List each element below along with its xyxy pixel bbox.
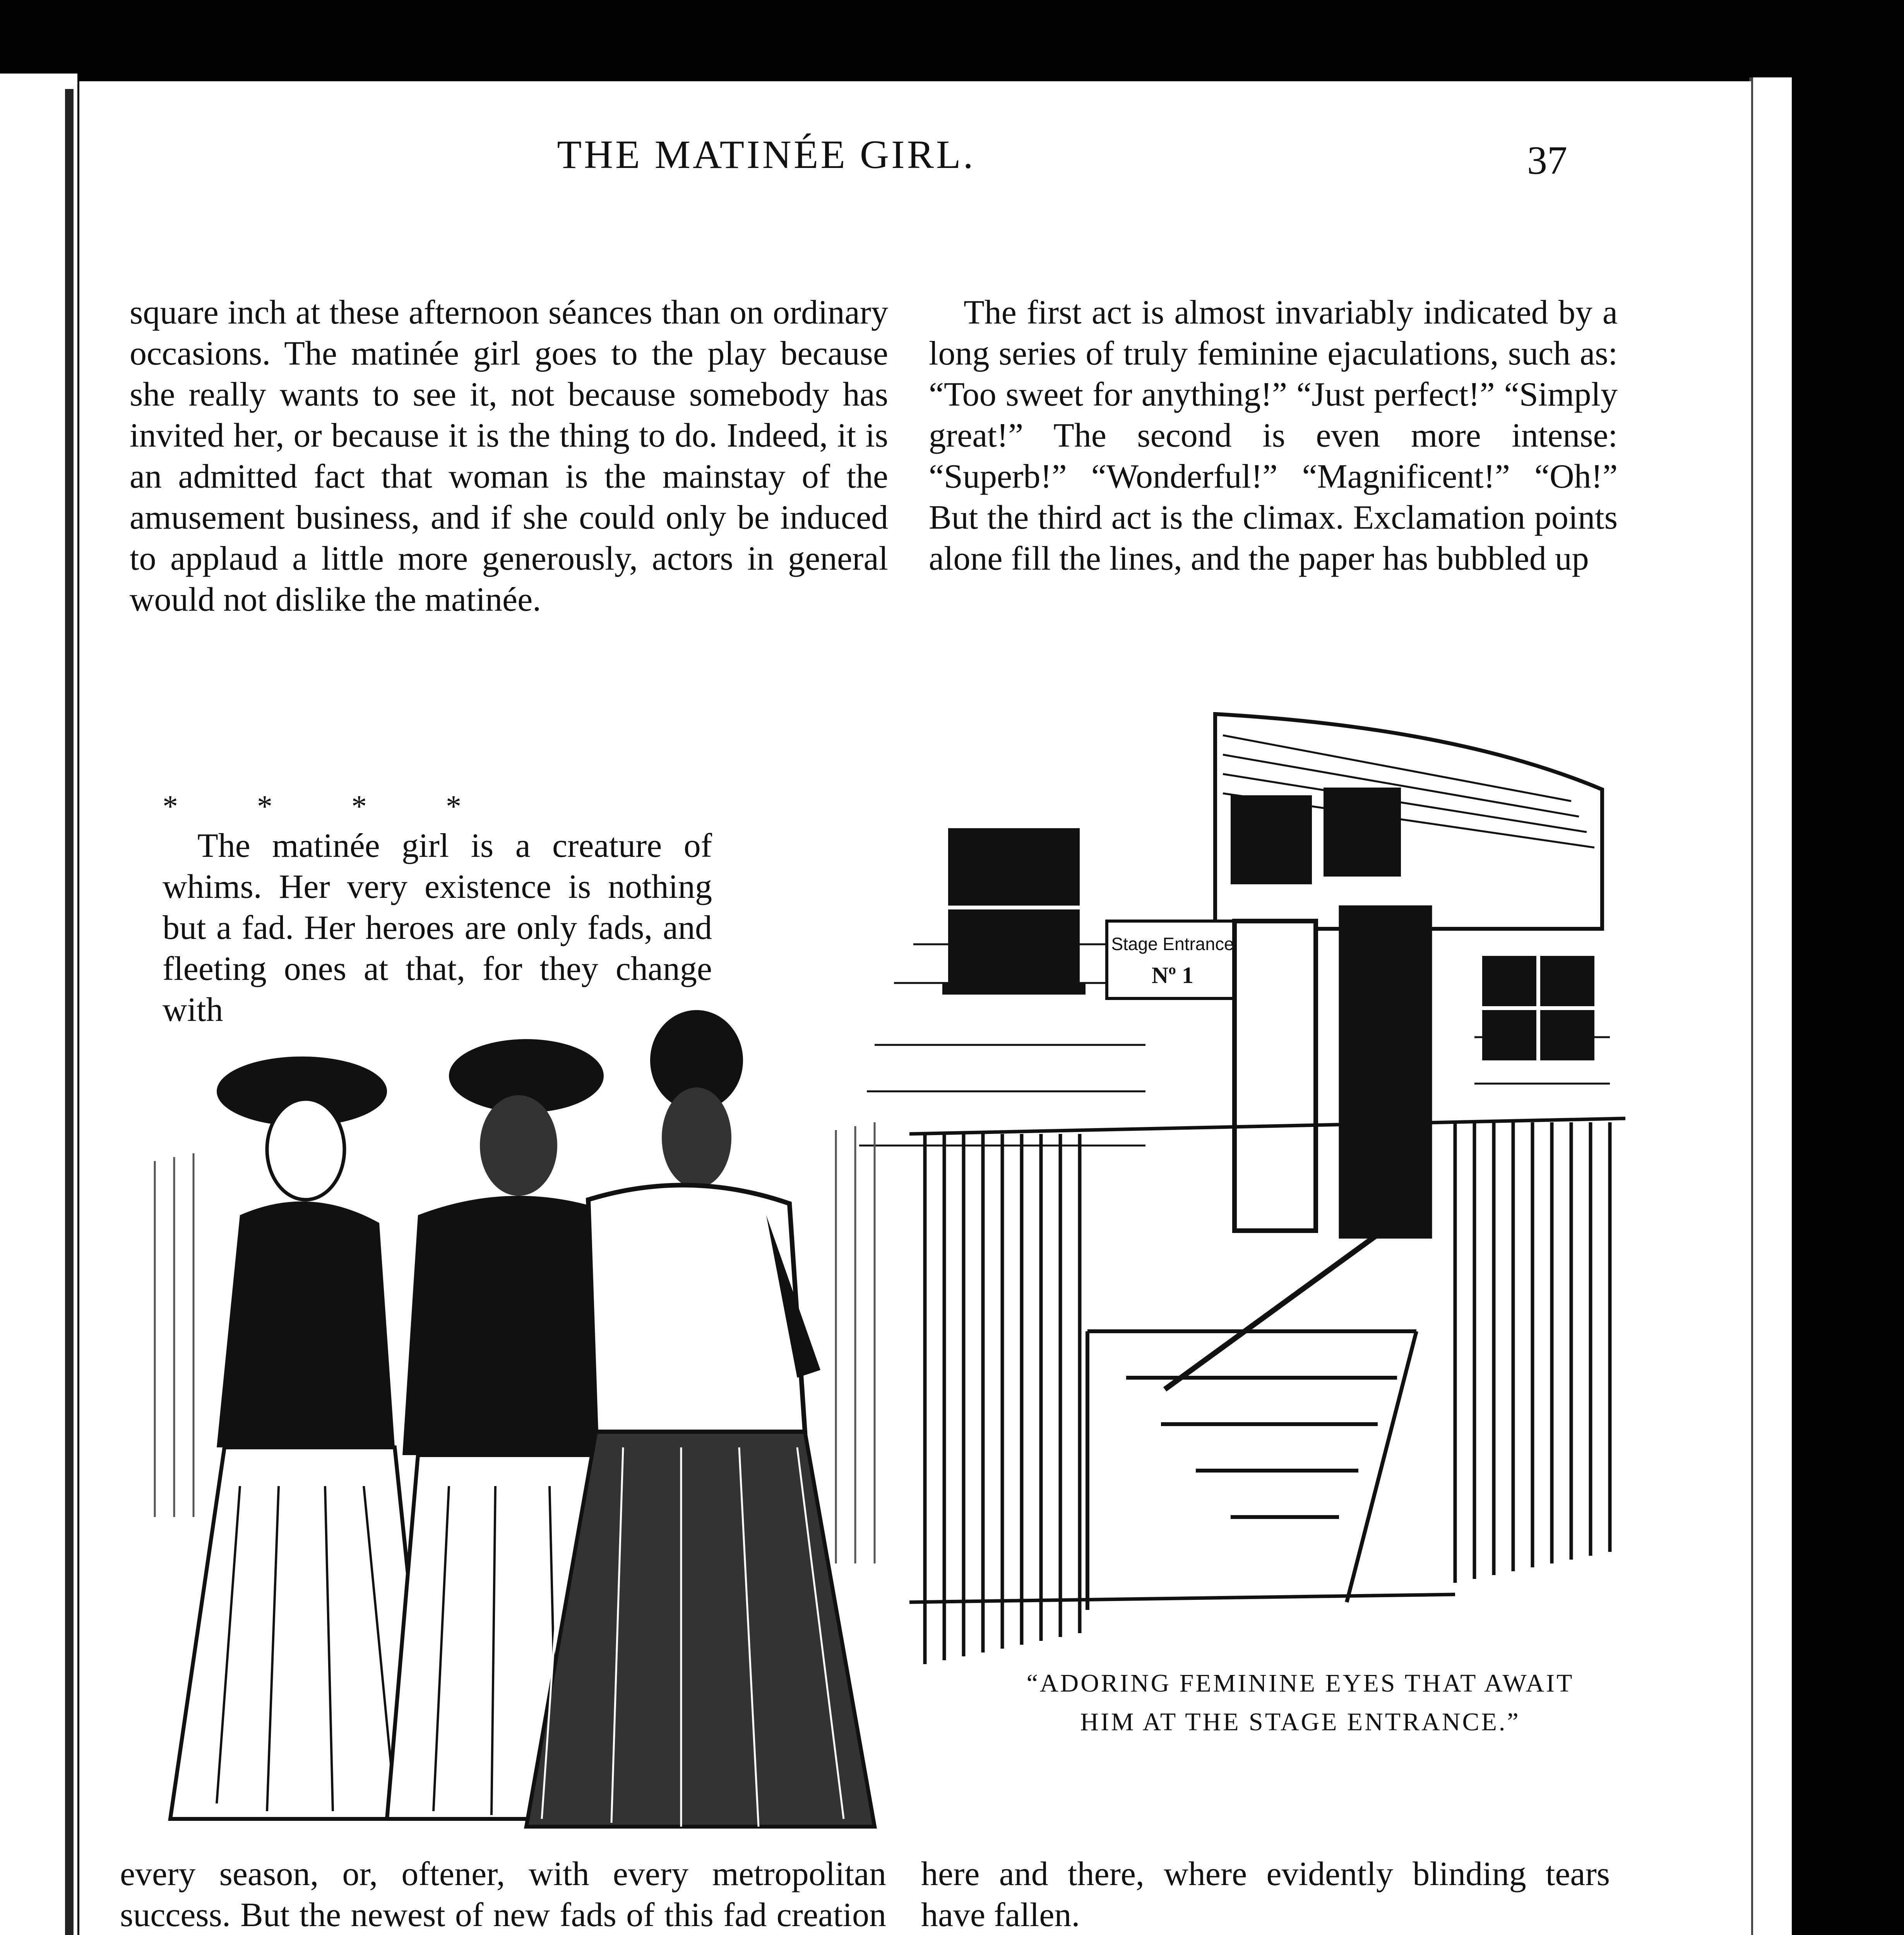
column-left-bottom bbox=[120, 1854, 886, 1935]
caption-line-1: “ADORING FEMININE EYES THAT AWAIT bbox=[1026, 1669, 1574, 1697]
stairs bbox=[1087, 1235, 1416, 1610]
right-window bbox=[1482, 956, 1594, 1060]
page-gutter-shadow bbox=[65, 89, 74, 1935]
section-separator: * * * * bbox=[163, 789, 462, 824]
sign-line-1: Stage Entrance bbox=[1111, 934, 1234, 954]
stage-entrance-illustration bbox=[139, 712, 1633, 1831]
page-number: 37 bbox=[1527, 138, 1567, 183]
illustration-caption bbox=[967, 1664, 1633, 1742]
paragraph-seances: square inch at these afternoon séances than on ordinary occasions. The matinée girl goes to the play because she really wants to see it, not because somebody has invited her, or because it is the thing to do. Indeed, it is an admitted fact that woman is the mainstay of the amusement business, and if she could only be induced to applaud a little more generously, actors in general would not dislike the matinée. bbox=[130, 294, 888, 618]
caption-line-2: HIM AT THE STAGE ENTRANCE.” bbox=[1080, 1708, 1520, 1736]
column-right-bottom bbox=[921, 1854, 1610, 1935]
paragraph-blinding-tears: here and there, where evidently blinding tears have fallen. bbox=[921, 1855, 1610, 1934]
running-title: THE MATINÉE GIRL. bbox=[557, 132, 976, 177]
paragraph-hero-book bbox=[120, 1854, 886, 1935]
column-left-top bbox=[130, 292, 888, 620]
text-run: every season, or, oftener, with every metropolitan success. But the newest of new fads of this fad creation bbox=[120, 1855, 886, 1934]
column-right-top bbox=[929, 292, 1618, 579]
door bbox=[1235, 906, 1432, 1238]
sign-line-2: Nº 1 bbox=[1151, 962, 1194, 988]
woman-left bbox=[170, 1057, 433, 1819]
paragraph-first-act: The first act is almost invariably indicated by a long series of truly feminine ejaculations, such as: “Too sweet for anything!” “Just perfect!” “Simply great!” The second is even more intense: “Superb!” “Wonderful!” “Magnificent!” “Oh!” But the third act is the climax. Exclamation points alone fill the lines, and the paper has bubbled up bbox=[929, 294, 1618, 577]
stage-entrance-sign bbox=[1107, 921, 1238, 998]
paragraph-creature-of-whims: The matinée girl is a creature of whims. Her very existence is nothing but a fad. Her heroes are only fads, and fleeting ones at that, for they change with bbox=[163, 827, 712, 1029]
left-window bbox=[942, 828, 1086, 995]
page-right-edge bbox=[1749, 77, 1792, 1935]
upper-windows bbox=[1231, 788, 1401, 884]
